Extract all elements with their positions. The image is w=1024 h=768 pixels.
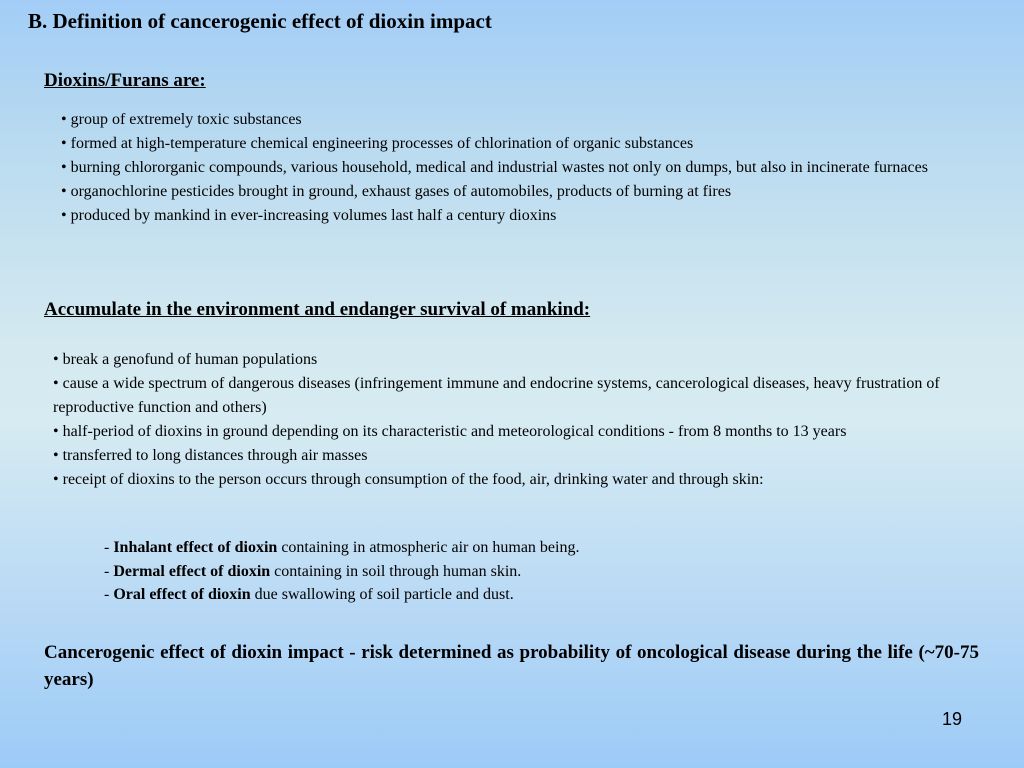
exposure-route-item <box>104 536 579 560</box>
exposure-route-term: Dermal effect of dioxin <box>113 562 271 580</box>
conclusion-text: Cancerogenic effect of dioxin impact - risk determined as probability of oncological disease during the life (~70-75 years) <box>44 642 979 690</box>
section-heading-dioxins-furans: Dioxins/Furans are: <box>44 70 206 91</box>
exposure-route-item <box>104 583 579 607</box>
page-number: 19 <box>941 709 962 729</box>
list-item: • produced by mankind in ever-increasing volumes last half a century dioxins <box>61 204 996 228</box>
list-item: • transferred to long distances through air masses <box>53 444 983 468</box>
exposure-route-term: Oral effect of dioxin <box>113 586 251 603</box>
exposure-route-term: Inhalant effect of dioxin <box>113 539 278 556</box>
list-item: • formed at high-temperature chemical engineering processes of chlorination of organic substances <box>61 132 996 156</box>
list-item: • group of extremely toxic substances <box>61 108 996 132</box>
list-item: • cause a wide spectrum of dangerous diseases (infringement immune and endocrine systems, cancerological diseases, heavy frustration of reproductive function and others) <box>53 372 983 420</box>
list-item: • burning chlororganic compounds, various household, medical and industrial wastes not only on dumps, but also in incinerate furnaces <box>61 156 996 180</box>
exposure-route-text: containing in soil through human skin. <box>270 562 522 580</box>
list-item: • break a genofund of human populations <box>53 348 983 372</box>
list-item: • organochlorine pesticides brought in ground, exhaust gases of automobiles, products of burning at fires <box>61 180 996 204</box>
list-item: • receipt of dioxins to the person occurs through consumption of the food, air, drinking water and through skin: <box>53 468 983 492</box>
list-item: • half-period of dioxins in ground depending on its characteristic and meteorological conditions - from 8 months to 13 years <box>53 420 983 444</box>
section-heading-accumulate: Accumulate in the environment and endanger survival of mankind: <box>44 299 591 320</box>
exposure-route-item <box>104 560 579 584</box>
exposure-routes-list <box>104 536 579 607</box>
environment-effects-list <box>53 348 983 492</box>
exposure-route-text: containing in atmospheric air on human being. <box>277 539 580 556</box>
slide-title: B. Definition of cancerogenic effect of dioxin impact <box>28 9 492 33</box>
dioxins-properties-list <box>61 108 996 228</box>
exposure-route-text: due swallowing of soil particle and dust. <box>250 586 514 603</box>
